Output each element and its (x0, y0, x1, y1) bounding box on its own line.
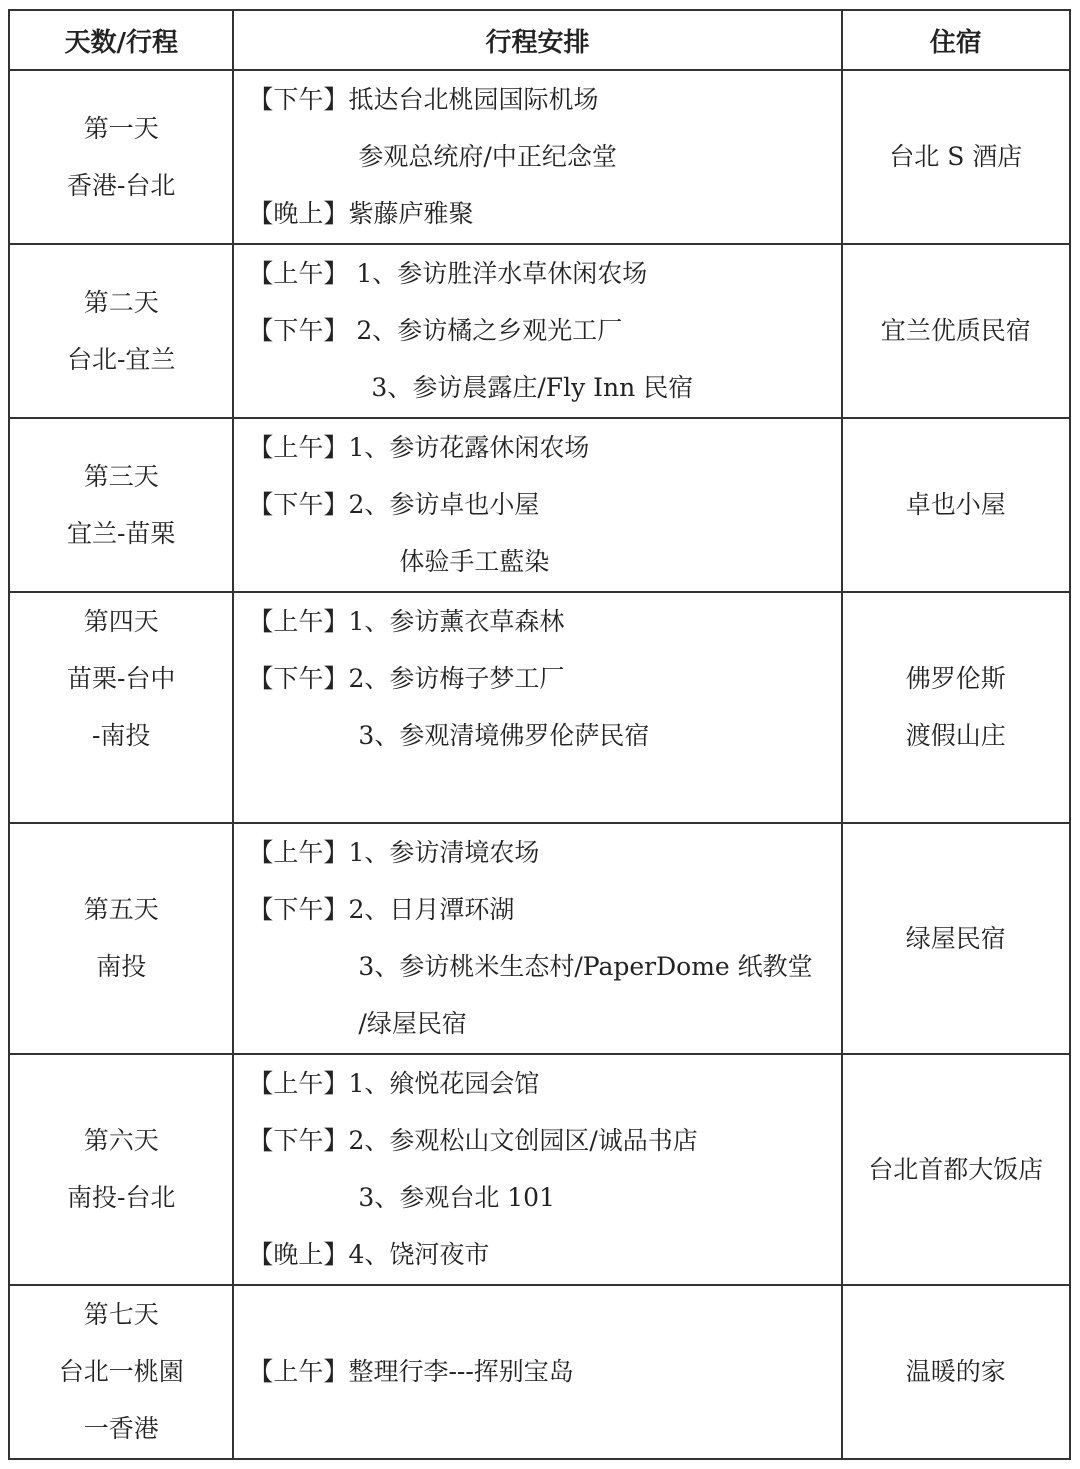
time-tag: 【下午】 (248, 664, 349, 693)
plan-text: /绿屋民宿 (358, 1009, 467, 1038)
plan-text: 3、参观清境佛罗伦萨民宿 (358, 721, 650, 750)
hotel-text: 渡假山庄 (905, 721, 1006, 750)
plan-line (248, 1226, 489, 1283)
plan-line (371, 359, 693, 416)
itinerary-row (9, 592, 1070, 823)
hotel-text: 台北 S 酒店 (889, 142, 1023, 171)
plan-line (358, 1169, 555, 1226)
day-text: 香港-台北 (66, 171, 176, 200)
plan-text: 4、饶河夜市 (348, 1240, 490, 1269)
hotel-cell (842, 823, 1070, 1054)
itinerary-table (8, 9, 1071, 1460)
time-tag: 【下午】 (248, 490, 349, 519)
plan-line (248, 245, 647, 302)
day-cell (9, 70, 233, 244)
time-tag: 【上午】 (248, 838, 349, 867)
plan-text: 1、参访清境农场 (348, 838, 540, 867)
day-cell (9, 1285, 233, 1459)
day-text: 第二天 (83, 288, 159, 317)
day-text: 一香港 (83, 1414, 159, 1443)
plan-line (248, 476, 539, 533)
day-text: 台北-宜兰 (66, 345, 176, 374)
plan-line (358, 995, 466, 1052)
day-cell (9, 592, 233, 823)
day-text: 南投-台北 (66, 1183, 176, 1212)
plan-text: 3、参访晨露庄/Fly Inn 民宿 (371, 373, 694, 402)
header-hotel: 住宿 (842, 10, 1070, 70)
plan-line (358, 938, 812, 995)
hotel-text: 佛罗伦斯 (905, 664, 1006, 693)
plan-line (399, 533, 549, 590)
hotel-cell (842, 592, 1070, 823)
plan-text: 2、日月潭环湖 (348, 895, 515, 924)
day-text: 第四天 (83, 607, 159, 636)
day-text: 第三天 (83, 462, 159, 491)
plan-line (358, 707, 649, 764)
day-text: 第七天 (83, 1300, 159, 1329)
plan-line (248, 185, 473, 242)
day-cell (9, 244, 233, 418)
plan-line (248, 1055, 539, 1112)
hotel-text: 宜兰优质民宿 (880, 316, 1031, 345)
time-tag: 【下午】 (248, 85, 349, 114)
plan-line (248, 302, 622, 359)
plan-line (248, 881, 514, 938)
day-text: 第六天 (83, 1126, 159, 1155)
plan-text: 参观总统府/中正纪念堂 (358, 142, 617, 171)
day-text: 台北一桃園 (58, 1357, 184, 1386)
time-tag: 【晚上】 (248, 199, 349, 228)
plan-cell (233, 1285, 841, 1459)
time-tag: 【下午】 (248, 316, 349, 345)
plan-text: 2、参访卓也小屋 (348, 490, 540, 519)
plan-text: 2、参访橘之乡观光工厂 (348, 316, 623, 345)
plan-text: 整理行李---挥别宝岛 (348, 1357, 574, 1386)
itinerary-row (9, 1054, 1070, 1285)
plan-line (248, 71, 598, 128)
day-text: 第一天 (83, 114, 159, 143)
time-tag: 【下午】 (248, 895, 349, 924)
plan-text: 1、参访薰衣草森林 (348, 607, 565, 636)
time-tag: 【晚上】 (248, 1240, 349, 1269)
hotel-text: 绿屋民宿 (905, 924, 1006, 953)
plan-line (248, 1112, 697, 1169)
itinerary-row (9, 1285, 1070, 1459)
header-plan: 行程安排 (233, 10, 841, 70)
plan-line (358, 128, 616, 185)
day-cell (9, 823, 233, 1054)
plan-text: 1、飨悦花园会馆 (348, 1069, 540, 1098)
hotel-text: 卓也小屋 (905, 490, 1006, 519)
hotel-cell (842, 244, 1070, 418)
header-row (9, 10, 1070, 70)
plan-cell (233, 823, 841, 1054)
day-text: 第五天 (83, 895, 159, 924)
hotel-cell (842, 1285, 1070, 1459)
plan-cell (233, 592, 841, 823)
hotel-cell (842, 1054, 1070, 1285)
plan-line (248, 650, 564, 707)
day-text: 南投 (96, 952, 147, 981)
time-tag: 【上午】 (248, 607, 349, 636)
plan-cell (233, 244, 841, 418)
time-tag: 【上午】 (248, 1069, 349, 1098)
hotel-text: 台北首都大饭店 (868, 1155, 1044, 1184)
day-text: -南投 (91, 721, 151, 750)
hotel-cell (842, 418, 1070, 592)
plan-text: 1、参访花露休闲农场 (348, 433, 590, 462)
itinerary-row (9, 418, 1070, 592)
itinerary-row (9, 244, 1070, 418)
plan-text: 3、参观台北 101 (358, 1183, 555, 1212)
itinerary-row (9, 70, 1070, 244)
plan-text: 抵达台北桃园国际机场 (348, 85, 599, 114)
plan-cell (233, 70, 841, 244)
plan-text: 2、参观松山文创园区/诚品书店 (348, 1126, 698, 1155)
day-text: 宜兰-苗栗 (66, 519, 176, 548)
plan-cell (233, 1054, 841, 1285)
plan-text: 1、参访胜洋水草休闲农场 (348, 259, 648, 288)
hotel-text: 温暖的家 (905, 1357, 1006, 1386)
header-day: 天数/行程 (9, 10, 233, 70)
time-tag: 【上午】 (248, 259, 349, 288)
plan-line (248, 593, 564, 650)
plan-line (248, 1343, 573, 1400)
itinerary-row (9, 823, 1070, 1054)
day-cell (9, 418, 233, 592)
plan-text: 3、参访桃米生态村/PaperDome 纸教堂 (358, 952, 813, 981)
plan-text: 体验手工藍染 (399, 547, 550, 576)
time-tag: 【下午】 (248, 1126, 349, 1155)
plan-text: 紫藤庐雅聚 (348, 199, 474, 228)
day-text: 苗栗-台中 (66, 664, 176, 693)
plan-line (248, 824, 539, 881)
plan-cell (233, 418, 841, 592)
hotel-cell (842, 70, 1070, 244)
plan-text: 2、参访梅子梦工厂 (348, 664, 565, 693)
time-tag: 【上午】 (248, 433, 349, 462)
plan-line (248, 419, 589, 476)
time-tag: 【上午】 (248, 1357, 349, 1386)
day-cell (9, 1054, 233, 1285)
